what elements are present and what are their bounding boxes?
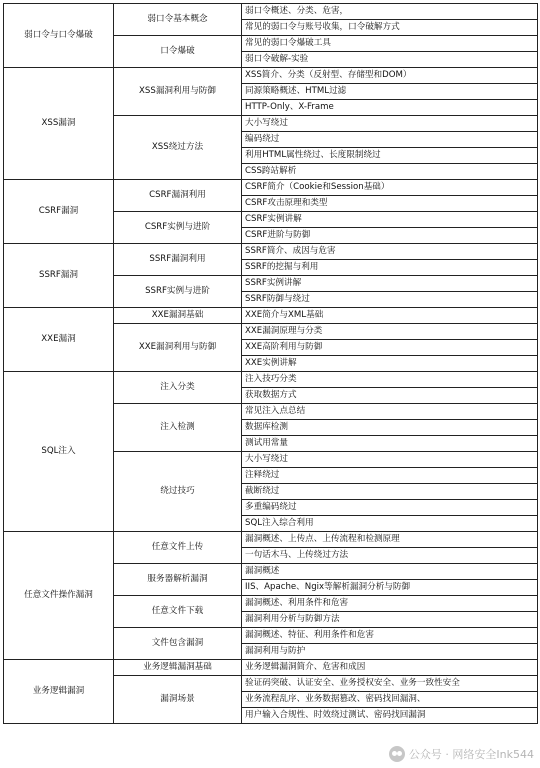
content-item-cell: 验证码突破、认证安全、业务授权安全、业务一致性安全 [242, 676, 538, 692]
content-item-cell: XXE高阶利用与防御 [242, 340, 538, 356]
subtopic-cell: CSRF实例与进阶 [114, 212, 242, 244]
table-row [4, 308, 538, 324]
subtopic-cell: 任意文件下载 [114, 596, 242, 628]
content-item-cell: 漏洞概述、特征、利用条件和危害 [242, 628, 538, 644]
table-row [4, 180, 538, 196]
content-item-cell: 弱口令破解-实验 [242, 52, 538, 68]
category-cell [4, 532, 114, 660]
subtopic-cell: 业务逻辑漏洞基础 [114, 660, 242, 676]
category-label: SQL注入 [41, 445, 76, 456]
wechat-icon [389, 746, 405, 762]
subtopic-cell: 漏洞场景 [114, 676, 242, 724]
content-item-cell: 常见的弱口令爆破工具 [242, 36, 538, 52]
content-item-cell: 常见注入点总结 [242, 404, 538, 420]
category-cell [4, 372, 114, 532]
content-item-cell: CSRF简介（Cookie和Session基础） [242, 180, 538, 196]
content-item-cell: SQL注入综合利用 [242, 516, 538, 532]
content-item-cell: SSRF实例讲解 [242, 276, 538, 292]
content-item-cell: XXE漏洞原理与分类 [242, 324, 538, 340]
table-row [4, 532, 538, 548]
content-item-cell: 漏洞利用分析与防御方法 [242, 612, 538, 628]
subtopic-cell: 口令爆破 [114, 36, 242, 68]
content-item-cell: CSRF实例讲解 [242, 212, 538, 228]
content-item-cell: HTTP-Only、X-Frame [242, 100, 538, 116]
syllabus-table [3, 3, 538, 724]
subtopic-cell: XXE漏洞基础 [114, 308, 242, 324]
content-item-cell: 常见的弱口令与账号收集，口令破解方式 [242, 20, 538, 36]
content-item-cell: 弱口令概述、分类、危害， [242, 4, 538, 20]
content-item-cell: IIS、Apache、Ngix等解析漏洞分析与防御 [242, 580, 538, 596]
table-row [4, 68, 538, 84]
table-row [4, 372, 538, 388]
content-item-cell: 注入技巧分类 [242, 372, 538, 388]
category-label: CSRF漏洞 [38, 205, 79, 216]
content-item-cell: SSRF简介、成因与危害 [242, 244, 538, 260]
content-item-cell: SSRF防御与绕过 [242, 292, 538, 308]
category-label: SSRF漏洞 [38, 269, 78, 280]
subtopic-cell: 任意文件上传 [114, 532, 242, 564]
table-row [4, 4, 538, 20]
subtopic-cell: XXE漏洞利用与防御 [114, 324, 242, 372]
category-label: 业务逻辑漏洞 [32, 685, 85, 696]
category-cell [4, 660, 114, 724]
content-item-cell: 漏洞概述 [242, 564, 538, 580]
watermark-text: 公众号 · 网络安全Ink544 [408, 748, 534, 761]
content-item-cell: 业务逻辑漏洞简介、危害和成因 [242, 660, 538, 676]
content-item-cell: 利用HTML属性绕过、长度限制绕过 [242, 148, 538, 164]
content-item-cell: 用户输入合规性、时效绕过测试、密码找回漏洞 [242, 708, 538, 724]
content-item-cell: 漏洞概述、利用条件和危害 [242, 596, 538, 612]
watermark [389, 746, 534, 762]
subtopic-cell: SSRF漏洞利用 [114, 244, 242, 276]
subtopic-cell: XSS漏洞利用与防御 [114, 68, 242, 116]
category-cell [4, 68, 114, 180]
content-item-cell: 编码绕过 [242, 132, 538, 148]
content-item-cell: 大小写绕过 [242, 116, 538, 132]
content-item-cell: XXE实例讲解 [242, 356, 538, 372]
content-item-cell: 截断绕过 [242, 484, 538, 500]
content-item-cell: 获取数据方式 [242, 388, 538, 404]
content-item-cell: CSS跨站解析 [242, 164, 538, 180]
subtopic-cell: 文件包含漏洞 [114, 628, 242, 660]
content-item-cell: 注释绕过 [242, 468, 538, 484]
content-item-cell: 漏洞概述、上传点、上传流程和检测原理 [242, 532, 538, 548]
table-row [4, 244, 538, 260]
content-item-cell: 大小写绕过 [242, 452, 538, 468]
content-item-cell: CSRF攻击原理和类型 [242, 196, 538, 212]
content-item-cell: XSS简介、分类（反射型、存储型和DOM） [242, 68, 538, 84]
content-item-cell: CSRF进阶与防御 [242, 228, 538, 244]
subtopic-cell: CSRF漏洞利用 [114, 180, 242, 212]
subtopic-cell: 绕过技巧 [114, 452, 242, 532]
category-cell [4, 244, 114, 308]
subtopic-cell: 服务器解析漏洞 [114, 564, 242, 596]
content-item-cell: 多重编码绕过 [242, 500, 538, 516]
content-item-cell: 同源策略概述、HTML过滤 [242, 84, 538, 100]
subtopic-cell: 注入检测 [114, 404, 242, 452]
subtopic-cell: XSS绕过方法 [114, 116, 242, 180]
category-cell [4, 4, 114, 68]
subtopic-cell: 弱口令基本概念 [114, 4, 242, 36]
content-item-cell: 业务流程乱序、业务数据篡改、密码找回漏洞、 [242, 692, 538, 708]
category-cell [4, 180, 114, 244]
content-item-cell: 数据库检测 [242, 420, 538, 436]
table-row [4, 660, 538, 676]
subtopic-cell: SSRF实例与进阶 [114, 276, 242, 308]
content-item-cell: XXE简介与XML基础 [242, 308, 538, 324]
category-cell [4, 308, 114, 372]
content-item-cell: 测试用常量 [242, 436, 538, 452]
category-label: XSS漏洞 [41, 117, 76, 128]
content-item-cell: SSRF的挖掘与利用 [242, 260, 538, 276]
syllabus-body [4, 4, 538, 724]
category-label: 弱口令与口令爆破 [24, 29, 93, 40]
category-label: 任意文件操作漏洞 [24, 589, 93, 600]
content-item-cell: 漏洞利用与防护 [242, 644, 538, 660]
content-item-cell: 一句话木马、上传绕过方法 [242, 548, 538, 564]
category-label: XXE漏洞 [41, 333, 76, 344]
subtopic-cell: 注入分类 [114, 372, 242, 404]
